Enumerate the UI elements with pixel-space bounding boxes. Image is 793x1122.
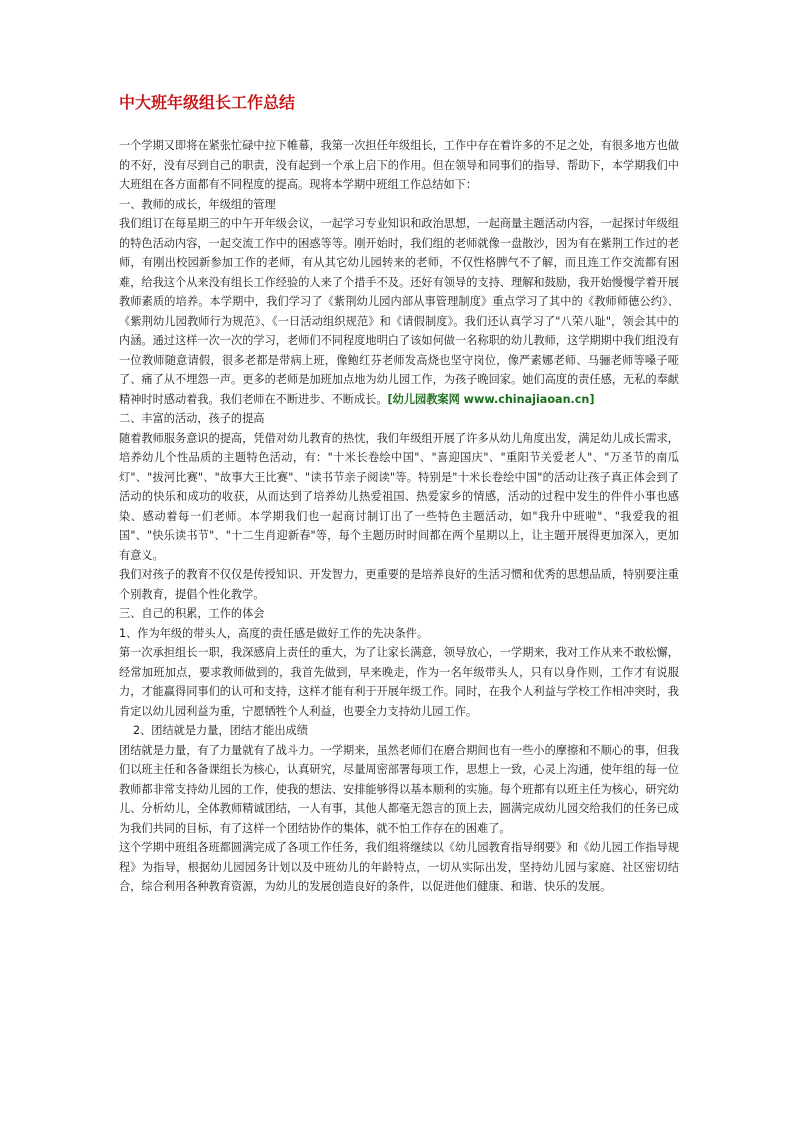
section-1-heading: 一、教师的成长，年级组的管理 (119, 197, 276, 211)
section-3-sub-1-heading: 1、作为年级的带头人，高度的责任感是做好工作的先决条件。 (119, 626, 429, 640)
section-1-paragraph (119, 214, 679, 409)
section-2-heading: 二、丰富的活动，孩子的提高 (119, 412, 265, 425)
section-3-heading: 三、自己的积累，工作的体会 (119, 607, 265, 620)
section-3-sub-1-paragraph: 第一次承担组长一职，我深感肩上责任的重大，为了让家长满意，领导放心，一学期来，我对工作从来不敢松懈，经常加班加点，要求教师做到的，我首先做到，早来晚走，作为一名年级带头人，只有以身作则，工作才有说服力，才能赢得同事们的认可和支持，这样才能有利于开展年级工作。同时，在我个人利益与学校工作相冲突时，我肯定以幼儿园利益为重，宁愿牺牲个人利益，也要全力支持幼儿园工作。 (119, 646, 679, 718)
intro-paragraph: 一个学期又即将在紧张忙碌中拉下帷幕，我第一次担任年级组长，工作中存在着许多的不足之处，有很多地方也做的不好，没有尽到自己的职责，没有起到一个承上启下的作用。但在领导和同事们的指导、帮助下，本学期我们中大班组在各方面都有不同程度的提高。现将本学期中班组工作总结如下： (119, 139, 679, 191)
section-2-paragraph-1: 随着教师服务意识的提高，凭借对幼儿教育的热忱，我们年级组开展了许多从幼儿角度出发，满足幼儿成长需求，培养幼儿个性品质的主题特色活动，有："十米长卷绘中国"、"喜迎国庆"、"重阳节关爱老人"、"万圣节的南瓜灯"、"拔河比赛"、"故事大王比赛"、"读书节亲子阅读"等。特别是"十米长卷绘中国"的活动让孩子真正体会到了活动的快乐和成功的收获，从而达到了培养幼儿热爱祖国、热爱家乡的情感，活动的过程中发生的件件小事也感染、感动着每一们老师。本学期我们也一起商讨制订出了一些特色主题活动，如"我升中班啦"、"我爱我的祖国"、"快乐读书节"、"十二生肖迎新春"等，每个主题历时时间都在两个星期以上，让主题开展得更加深入，更加有意义。 (119, 431, 679, 562)
section-3-sub-2-paragraph: 团结就是力量，有了力量就有了战斗力。一学期来，虽然老师们在磨合期间也有一些小的摩擦和不顺心的事，但我们以班主任和各备课组长为核心，认真研究，尽量周密部署每项工作，思想上一致，心灵上沟通，使年组的每一位教师都非常支持幼儿园的工作，使我的想法、安排能够得以基本顺利的实施。每个班都有以班主任为核心，研究幼儿、分析幼儿，全体教师精诚团结，一人有事，其他人都毫无怨言的顶上去，圆满完成幼儿园交给我们的任务已成为我们共同的目标，有了这样一个团结协作的集体，就不怕工作存在的困难了。 (119, 743, 679, 835)
closing-paragraph: 这个学期中班组各班都圆满完成了各项工作任务，我们组将继续以《幼儿园教育指导纲要》和《幼儿园工作指导规程》为指导，根据幼儿园园务计划以及中班幼儿的年龄特点，一切从实际出发，坚持幼儿园与家庭、社区密切结合，综合利用各种教育资源，为幼儿的发展创造良好的条件，以促进他们健康、和谐、快乐的发展。 (119, 841, 679, 893)
section-2-paragraph-2: 我们对孩子的教育不仅仅是传授知识、开发智力，更重要的是培养良好的生活习惯和优秀的思想品质，特别要注重个别教育，提倡个性化教学。 (119, 568, 679, 601)
document-page (119, 92, 679, 897)
site-watermark: [幼儿园教案网 www.chinajiaoan.cn] (387, 392, 595, 406)
document-title: 中大班年级组长工作总结 (119, 93, 296, 112)
section-3-sub-2-heading: 2、团结就是力量，团结才能出成绩 (133, 724, 308, 737)
section-1-text: 我们组订在每星期三的中午开年级会议，一起学习专业知识和政治思想，一起商量主题活动内容，一起探讨年级组的特色活动内容，一起交流工作中的困惑等等。刚开始时，我们组的老师就像一盘散沙，因为有在紫荆工作过的老师，有刚出校园新参加工作的老师，有从其它幼儿园转来的老师，不仅性格脾气不了解，而且连工作交流都有困难，给我这个从来没有组长工作经验的人来了个措手不及。还好有领导的支持、理解和鼓励，我开始慢慢学着开展教师素质的培养。本学期中，我们学习了《紫荆幼儿园内部从事管理制度》重点学习了其中的《教师师德公约》、《紫荆幼儿园教师行为规范》、《一日活动组织规范》和《请假制度》。我们还认真学习了"八荣八耻"，领会其中的内涵。通过这样一次一次的学习，老师们不同程度地明白了该如何做一名称职的幼儿教师，这学期期中我们组没有一位教师随意请假，很多老都是带病上班，像鲍红芬老师发高烧也坚守岗位，像严素娜老师、马骊老师等嗓子哑了、痛了从不埋怨一声。更多的老师是加班加点地为幼儿园工作，为孩子晚回家。她们高度的责任感，无私的奉献精神时时感动着我。我们老师在不断进步、不断成长。 (119, 217, 679, 406)
